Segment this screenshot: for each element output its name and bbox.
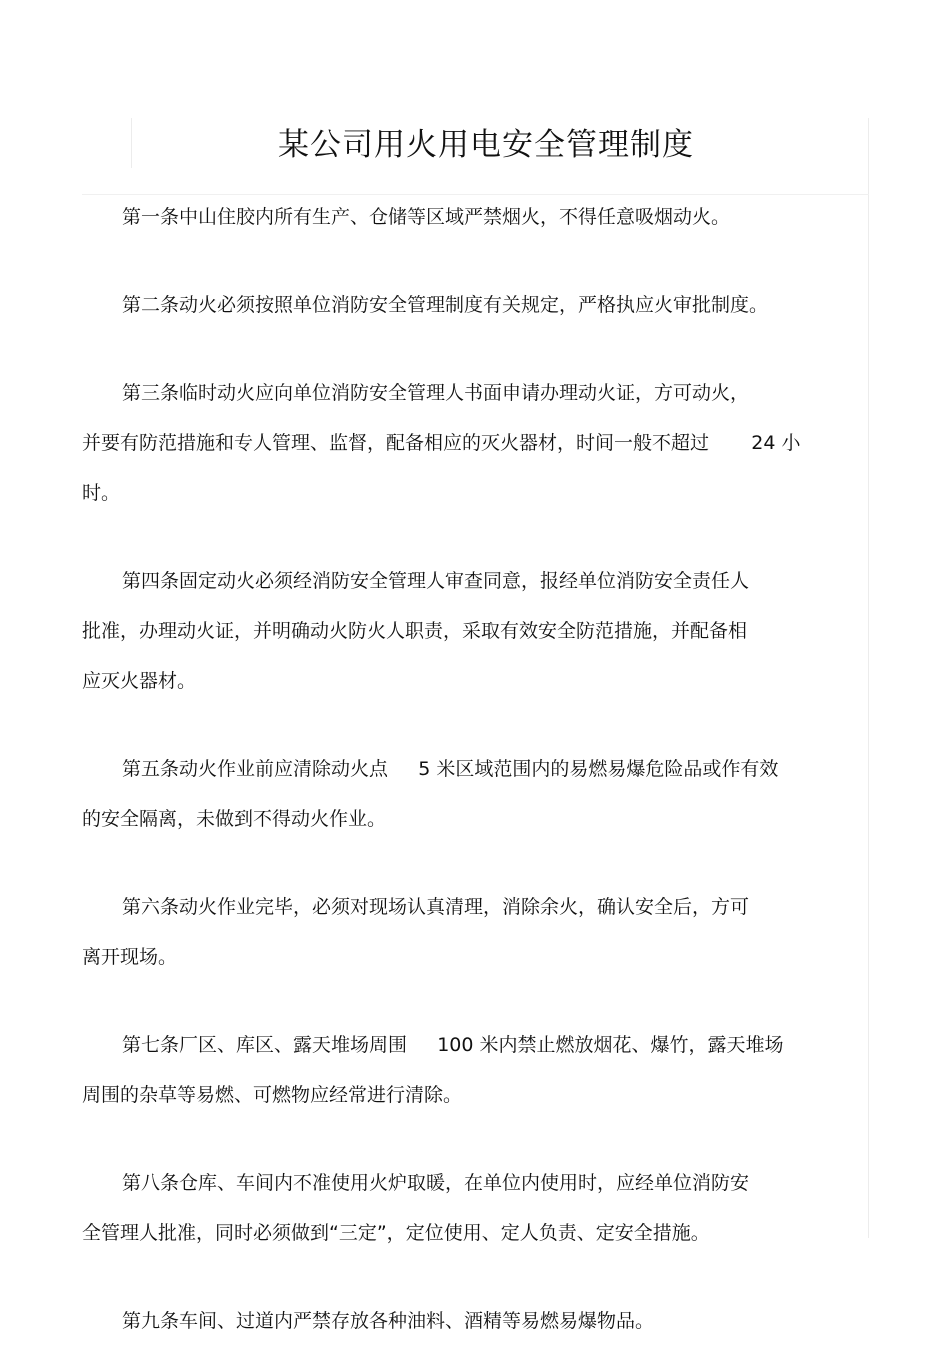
article-1 [82,199,882,236]
article-2 [82,287,882,324]
article-line: 批准，办理动火证，并明确动火防火人职责，采取有效安全防范措施，并配备相 [82,620,748,642]
article-line: 离开现场。 [82,946,178,968]
article-line: 全管理人批准，同时必须做到“三定”，定位使用、定人负责、定安全措施。 [82,1222,710,1244]
article-7 [82,1027,882,1114]
article-line: 第一条中山住胶内所有生产、仓储等区域严禁烟火，不得任意吸烟动火。 [122,206,731,228]
article-line: 第九条车间、过道内严禁存放各种油料、酒精等易燃易爆物品。 [122,1310,655,1332]
document-title: 某公司用火用电安全管理制度 [278,127,694,163]
article-line: 并要有防范措施和专人管理、监督，配备相应的灭火器材，时间一般不超过 24 小 [82,432,801,454]
article-line: 周围的杂草等易燃、可燃物应经常进行清除。 [82,1084,463,1106]
article-line: 第五条动火作业前应清除动火点 5 米区域范围内的易燃易爆危险品或作有效 [122,758,779,780]
article-line: 的安全隔离，未做到不得动火作业。 [82,808,387,830]
article-line: 第二条动火必须按照单位消防安全管理制度有关规定，严格执应火审批制度。 [122,294,769,316]
article-line: 时。 [82,482,121,504]
article-4 [82,563,882,700]
article-5 [82,751,882,838]
document-body [82,199,882,1340]
article-9 [82,1303,882,1340]
article-3 [82,375,882,512]
article-line: 应灭火器材。 [82,670,197,692]
article-line: 第四条固定动火必须经消防安全管理人审查同意，报经单位消防安全责任人 [122,570,750,592]
article-6 [82,889,882,976]
article-line: 第三条临时动火应向单位消防安全管理人书面申请办理动火证，方可动火， [122,382,750,404]
article-8 [82,1165,882,1252]
layout-guide-line [82,194,869,195]
article-line: 第六条动火作业完毕，必须对现场认真清理，消除余火，确认安全后，方可 [122,896,750,918]
article-line: 第七条厂区、库区、露天堆场周围 100 米内禁止燃放烟花、爆竹，露天堆场 [122,1034,784,1056]
article-line: 第八条仓库、车间内不准使用火炉取暖，在单位内使用时，应经单位消防安 [122,1172,750,1194]
